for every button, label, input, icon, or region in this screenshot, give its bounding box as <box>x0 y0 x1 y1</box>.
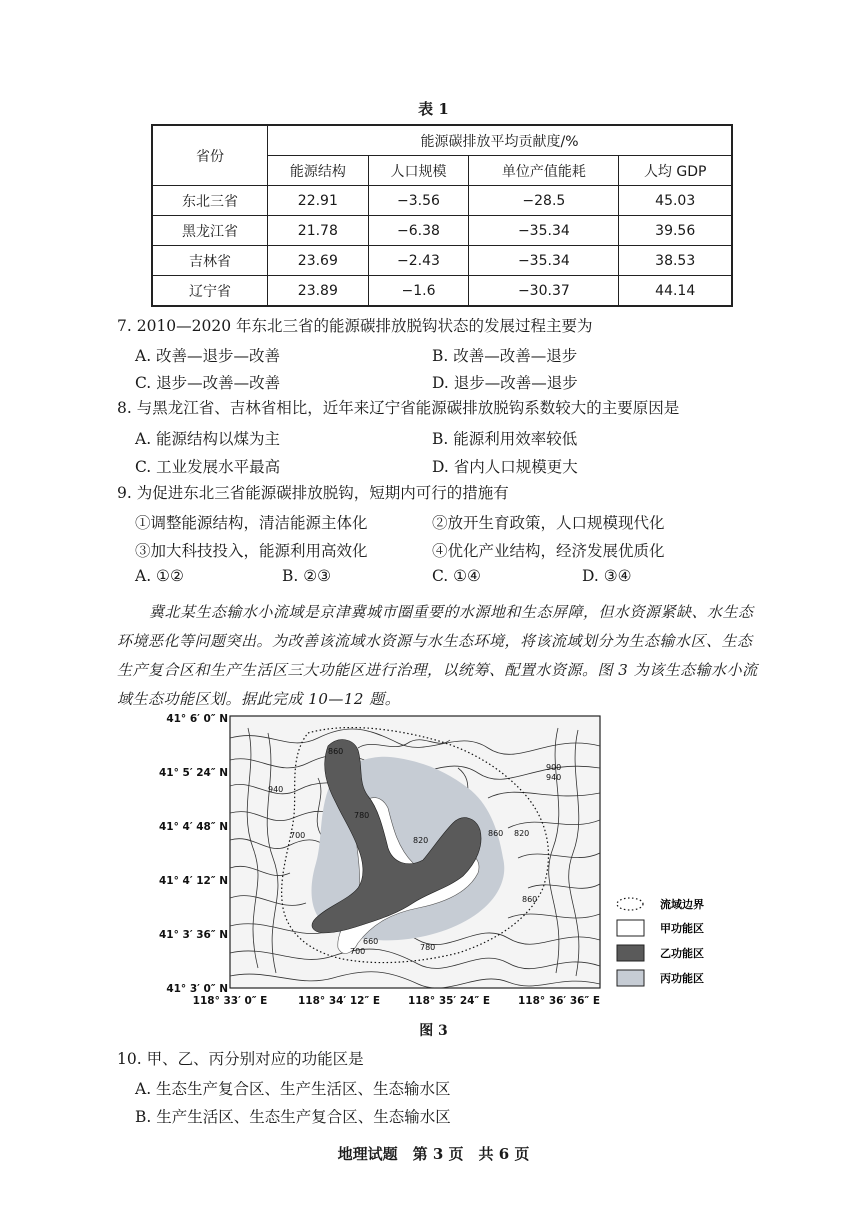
column-header: 单位产值能耗 <box>469 156 619 186</box>
question-8-option-b: B. 能源利用效率较低 <box>432 430 578 448</box>
cell: −3.56 <box>368 186 469 216</box>
longitude-labels <box>193 995 600 1007</box>
question-7-option-d: D. 退步—改善—退步 <box>432 374 578 392</box>
watershed-map <box>158 708 718 1008</box>
map-svg <box>158 708 718 1008</box>
latitude-label: 41° 6′ 0″ N <box>166 713 228 725</box>
longitude-label: 118° 36′ 36″ E <box>518 995 600 1007</box>
cell: −35.34 <box>469 216 619 246</box>
legend-zone-c-swatch <box>617 970 644 986</box>
legend-zone-a-swatch <box>617 920 644 936</box>
question-8-option-a: A. 能源结构以煤为主 <box>135 430 281 448</box>
question-9-option-a: A. ①② <box>135 567 184 585</box>
cell: −28.5 <box>469 186 619 216</box>
cell: 45.03 <box>619 186 732 216</box>
contour-label: 940 <box>268 785 284 794</box>
table-caption: 表 1 <box>418 100 449 118</box>
legend-boundary-symbol <box>617 898 643 910</box>
contour-label: 780 <box>354 811 370 820</box>
cell: 44.14 <box>619 276 732 307</box>
row-name: 东北三省 <box>152 186 268 216</box>
cell: −2.43 <box>368 246 469 276</box>
table-row <box>152 216 732 246</box>
legend-label: 乙功能区 <box>660 947 704 960</box>
cell: 23.89 <box>268 276 369 307</box>
question-9-statement-3: ③加大科技投入，能源利用高效化 <box>135 542 368 560</box>
question-8-stem: 8. 与黑龙江省、吉林省相比，近年来辽宁省能源碳排放脱钩系数较大的主要原因是 <box>117 399 680 417</box>
row-name: 黑龙江省 <box>152 216 268 246</box>
map-legend <box>617 897 704 986</box>
latitude-label: 41° 3′ 0″ N <box>166 983 228 995</box>
legend-zone-b-swatch <box>617 945 644 961</box>
question-7-option-c: C. 退步—改善—改善 <box>135 374 281 392</box>
cell: 22.91 <box>268 186 369 216</box>
longitude-label: 118° 33′ 0″ E <box>192 995 268 1007</box>
cell: −1.6 <box>368 276 469 307</box>
contour-label: 660 <box>363 937 379 946</box>
cell: 23.69 <box>268 246 369 276</box>
reading-passage: 冀北某生态输水小流域是京津冀城市圈重要的水源地和生态屏障，但水资源紧缺、水生态环境恶化等问题突出。为改善该流域水资源与水生态环境，将该流域划分为生态输水区、生态生产复合区和生产生活区三大功能区进行治理，以统筹、配置水资源。图 3 为该生态输水小流域生态功能区划。据此完成 10—12 题。 <box>117 603 758 708</box>
table-row <box>152 246 732 276</box>
latitude-label: 41° 4′ 12″ N <box>159 875 228 887</box>
row-name: 吉林省 <box>152 246 268 276</box>
table-row <box>152 276 732 307</box>
cell: −6.38 <box>368 216 469 246</box>
question-7-option-a: A. 改善—退步—改善 <box>135 347 281 365</box>
figure-caption: 图 3 <box>419 1023 448 1039</box>
question-8-option-d: D. 省内人口规模更大 <box>432 458 578 476</box>
column-header: 能源结构 <box>268 156 369 186</box>
contour-label: 900 <box>546 763 562 772</box>
page-footer: 地理试题 第 3 页 共 6 页 <box>337 1145 530 1163</box>
cell: 21.78 <box>268 216 369 246</box>
question-7-stem: 7. 2010—2020 年东北三省的能源碳排放脱钩状态的发展过程主要为 <box>117 317 593 335</box>
column-header: 人均 GDP <box>619 156 732 186</box>
contour-label: 820 <box>514 829 530 838</box>
table-row <box>152 186 732 216</box>
contour-label: 860 <box>328 747 344 756</box>
contour-label: 700 <box>290 831 306 840</box>
legend-label: 流域边界 <box>660 898 704 911</box>
row-name: 辽宁省 <box>152 276 268 307</box>
latitude-label: 41° 4′ 48″ N <box>159 821 228 833</box>
question-10-option-a: A. 生态生产复合区、生产生活区、生态输水区 <box>135 1080 451 1098</box>
cell: 38.53 <box>619 246 732 276</box>
latitude-label: 41° 3′ 36″ N <box>159 929 228 941</box>
contour-label: 860 <box>522 895 538 904</box>
latitude-labels <box>159 713 228 995</box>
legend-label: 丙功能区 <box>660 972 704 985</box>
province-header: 省份 <box>152 125 268 186</box>
question-9-option-d: D. ③④ <box>582 567 632 585</box>
question-10-option-b: B. 生产生活区、生态生产复合区、生态输水区 <box>135 1108 451 1126</box>
contour-label: 860 <box>488 829 504 838</box>
question-7-option-b: B. 改善—改善—退步 <box>432 347 578 365</box>
question-9-stem: 9. 为促进东北三省能源碳排放脱钩，短期内可行的措施有 <box>117 484 509 502</box>
question-9-statement-4: ④优化产业结构，经济发展优质化 <box>432 542 665 560</box>
question-9-option-b: B. ②③ <box>282 567 332 585</box>
cell: 39.56 <box>619 216 732 246</box>
question-9-option-c: C. ①④ <box>432 567 481 585</box>
cell: −30.37 <box>469 276 619 307</box>
question-8-option-c: C. 工业发展水平最高 <box>135 458 281 476</box>
question-9-statement-2: ②放开生育政策，人口规模现代化 <box>432 514 665 532</box>
contour-label: 780 <box>420 943 436 952</box>
longitude-label: 118° 34′ 12″ E <box>298 995 380 1007</box>
question-10-stem: 10. 甲、乙、丙分别对应的功能区是 <box>117 1050 364 1068</box>
question-9-statement-1: ①调整能源结构，清洁能源主体化 <box>135 514 368 532</box>
column-header: 人口规模 <box>368 156 469 186</box>
contour-label: 700 <box>350 947 366 956</box>
latitude-label: 41° 5′ 24″ N <box>159 767 228 779</box>
group-header: 能源碳排放平均贡献度/% <box>268 125 733 156</box>
contour-label: 820 <box>413 836 429 845</box>
carbon-contribution-table <box>151 124 733 307</box>
longitude-label: 118° 35′ 24″ E <box>408 995 490 1007</box>
cell: −35.34 <box>469 246 619 276</box>
contour-label: 940 <box>546 773 562 782</box>
legend-label: 甲功能区 <box>660 922 704 935</box>
